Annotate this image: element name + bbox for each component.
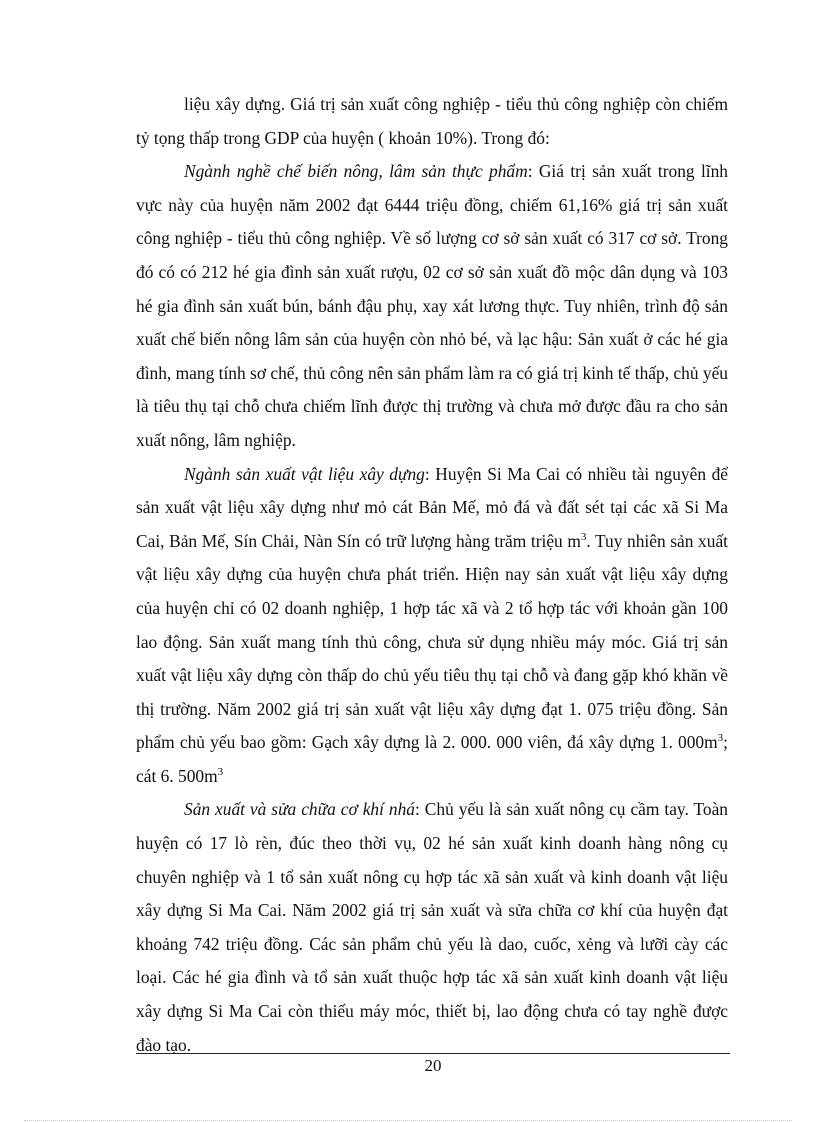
page-number: 20 (424, 1056, 442, 1075)
paragraph-text: ; cát 6. 500m (136, 732, 728, 786)
superscript: 3 (717, 732, 724, 745)
footer-rule (136, 1053, 730, 1054)
superscript: 3 (580, 530, 587, 543)
paragraph-continuation (136, 88, 728, 155)
paragraph-building-materials (136, 458, 728, 794)
paragraph-heading: Ngành sản xuất vật liệu xây dựng (184, 463, 425, 484)
paragraph-text: liệu xây dựng. Giá trị sản xuất công nghiệp - tiểu thủ công nghiệp còn chiếm tỷ tọng thấp trong GDP của huyện ( khoản 10%). Trong đó: (136, 94, 728, 148)
superscript: 3 (217, 766, 224, 779)
paragraph-food-processing (136, 155, 728, 457)
paragraph-heading: Sản xuất và sửa chữa cơ khí nhá (184, 799, 416, 820)
paragraph-text: : Giá trị sản xuất trong lĩnh vực này của huyện năm 2002 đạt 6444 triệu đồng, chiếm 61,16% giá trị sản xuất công nghiệp - tiểu thủ công nghiệp. Về số lượng cơ sở sản xuất có 317 cơ sở. Trong đó có có 212 hé gia đình sản xuất rượu, 02 cơ sở sản xuất đồ mộc dân dụng và 103 hé gia đình sản xuất bún, bánh đậu phụ, xay xát lương thực. Tuy nhiên, trình độ sản xuất chế biến nông lâm sản của huyện còn nhỏ bé, và lạc hậu: Sản xuất ở các hé gia đình, mang tính sơ chế, thủ công nên sản phẩm làm ra có giá trị kinh tế thấp, chủ yếu là tiêu thụ tại chỗ chưa chiếm lĩnh được thị trường và chưa mở được đầu ra cho sản xuất nông, lâm nghiệp. (136, 161, 728, 450)
page-break-line (24, 1120, 792, 1121)
paragraph-text: : Chủ yếu là sản xuất nông cụ cầm tay. Toàn huyện có 17 lò rèn, đúc theo thời vụ, 02 hé sản xuất kinh doanh hàng nông cụ chuyên nghiệp và 1 tổ sản xuất nông cụ hợp tác xã sản xuất và kinh doanh vật liệu xây dựng Si Ma Cai. Năm 2002 giá trị sản xuất và sửa chữa cơ khí của huyện đạt khoảng 742 triệu đồng. Các sản phẩm chủ yếu là dao, cuốc, xẻng và lưỡi cày các loại. Các hé gia đình và tổ sản xuất thuộc hợp tác xã sản xuất kinh doanh vật liệu xây dựng Si Ma Cai còn thiếu máy móc, thiết bị, lao động chưa có tay nghề được đào tạo. (136, 799, 728, 1055)
paragraph-mechanical (136, 793, 728, 1062)
paragraph-text: . Tuy nhiên sản xuất vật liệu xây dựng của huyện chưa phát triển. Hiện nay sản xuất vật liệu xây dựng của huyện chỉ có 02 doanh nghiệp, 1 hợp tác xã và 2 tổ hợp tác với khoản gần 100 lao động. Sản xuất mang tính thủ công, chưa sử dụng nhiều máy móc. Giá trị sản xuất vật liệu xây dựng còn thấp do chủ yếu tiêu thụ tại chỗ và đang gặp khó khăn về thị trường. Năm 2002 giá trị sản xuất vật liệu xây dựng đạt 1. 075 triệu đồng. Sản phẩm chủ yếu bao gồm: Gạch xây dựng là 2. 000. 000 viên, đá xây dựng 1. 000m (136, 530, 728, 753)
paragraph-heading: Ngành nghề chế biến nông, lâm sản thực phẩm (184, 161, 528, 182)
paragraph-text: : Huyện Si Ma Cai có nhiều tài nguyên để sản xuất vật liệu xây dựng như mỏ cát Bản Mế, mỏ đá và đất sét tại các xã Si Ma Cai, Bản Mế, Sín Chải, Nàn Sín có trữ lượng hàng trăm triệu m (136, 463, 728, 551)
body-text (136, 88, 728, 1062)
